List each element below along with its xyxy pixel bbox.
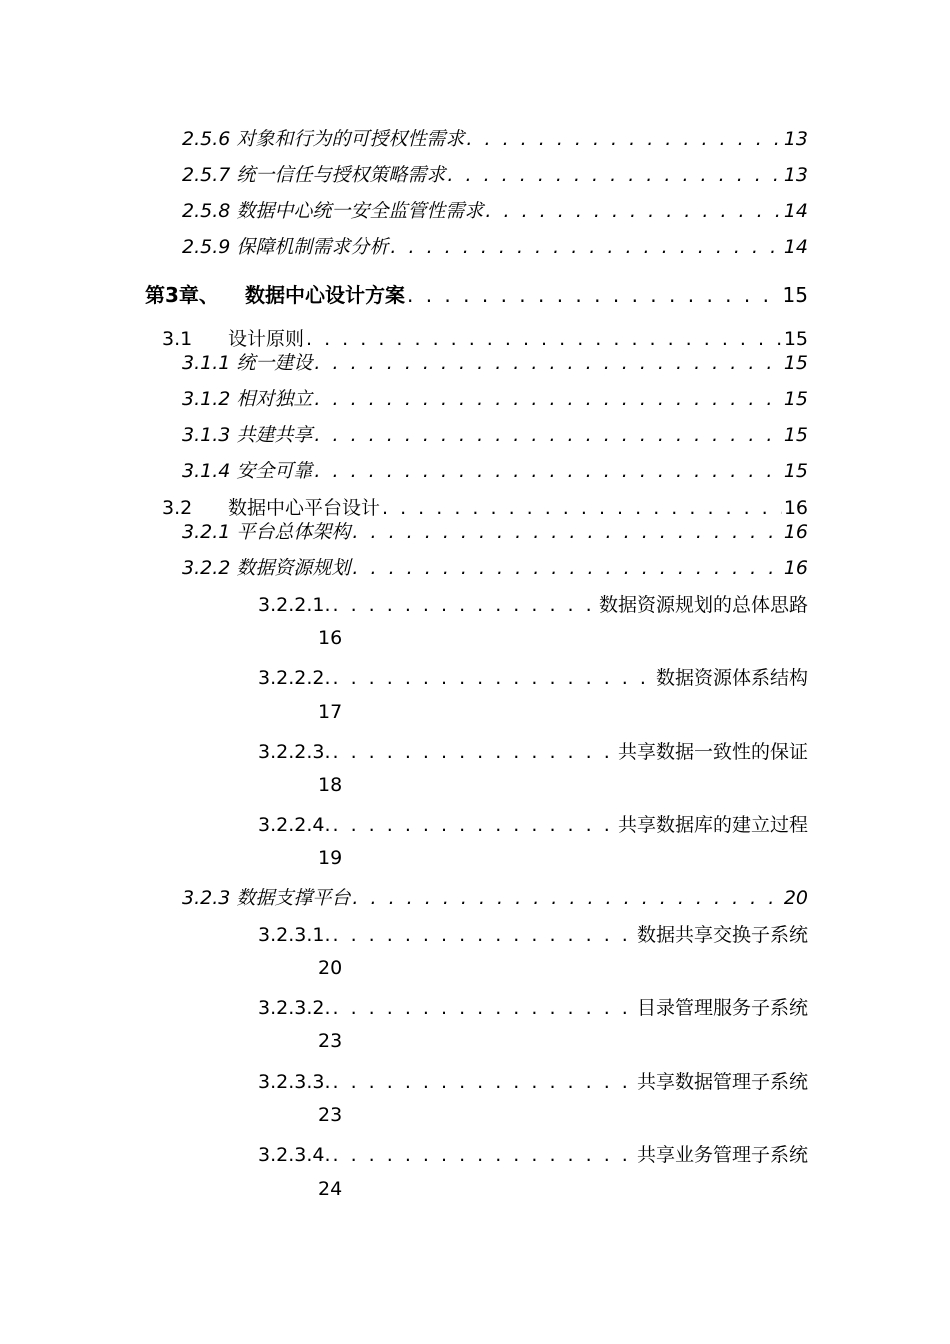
toc-entry[interactable] xyxy=(182,232,808,259)
toc-page: 16 xyxy=(783,521,808,543)
toc-title: 平台总体架构 xyxy=(236,521,351,543)
toc-number: 3.2.3.2. xyxy=(258,997,331,1019)
toc-title: 共建共享 xyxy=(236,424,313,446)
toc-number: 3.2 xyxy=(162,497,193,519)
toc-leader xyxy=(314,460,781,482)
toc-leader xyxy=(485,200,781,222)
toc-page: 17 xyxy=(318,701,343,723)
toc-number: 3.2.3.1. xyxy=(258,924,331,946)
toc-leader xyxy=(333,1144,635,1166)
toc-section-entry[interactable] xyxy=(162,324,808,351)
toc-number: 2.5.9 xyxy=(182,236,231,258)
toc-title: 设计原则 xyxy=(228,328,305,350)
toc-leader xyxy=(333,741,616,763)
toc-page: 24 xyxy=(318,1178,343,1200)
toc-leader xyxy=(306,328,782,350)
toc-number: 3.2.2 xyxy=(182,557,231,579)
toc-title: 数据资源体系结构 xyxy=(655,667,808,689)
toc-entry[interactable] xyxy=(182,883,808,910)
toc-page: 15 xyxy=(783,328,808,350)
toc-subsubsection-entry[interactable] xyxy=(258,1067,808,1094)
toc-subsubsection-entry[interactable] xyxy=(258,1140,808,1167)
toc-number: 3.2.3.4. xyxy=(258,1144,331,1166)
toc-entry[interactable] xyxy=(182,160,808,187)
toc-number: 3.1.1 xyxy=(182,352,231,374)
toc-entry[interactable] xyxy=(182,384,808,411)
toc-page: 15 xyxy=(783,424,808,446)
toc-page: 16 xyxy=(783,497,808,519)
toc-title: 数据中心统一安全监管性需求 xyxy=(236,200,484,222)
toc-number: 3.1 xyxy=(162,328,193,350)
toc-title: 共享数据管理子系统 xyxy=(636,1071,808,1093)
toc-leader xyxy=(333,814,616,836)
toc-page: 15 xyxy=(782,283,808,307)
toc-number: 2.5.8 xyxy=(182,200,231,222)
toc-title: 目录管理服务子系统 xyxy=(636,997,808,1019)
toc-title: 相对独立 xyxy=(236,388,313,410)
toc-leader xyxy=(390,236,781,258)
toc-page: 15 xyxy=(783,352,808,374)
toc-section-entry[interactable] xyxy=(162,493,808,520)
toc-number: 3.1.4 xyxy=(182,460,231,482)
toc-subsubsection-entry[interactable] xyxy=(258,663,808,690)
toc-number: 第3章、 xyxy=(145,283,219,307)
toc-title: 安全可靠 xyxy=(236,460,313,482)
toc-title: 数据资源规划 xyxy=(236,557,351,579)
toc-number: 2.5.7 xyxy=(182,164,231,186)
toc-leader xyxy=(333,667,654,689)
toc-number: 3.2.2.1. xyxy=(258,594,331,616)
toc-leader xyxy=(382,497,782,519)
toc-page: 20 xyxy=(783,887,808,909)
toc-title: 数据中心平台设计 xyxy=(228,497,381,519)
toc-subsubsection-entry[interactable] xyxy=(258,737,808,764)
toc-page: 18 xyxy=(318,774,343,796)
toc-title: 数据资源规划的总体思路 xyxy=(598,594,808,616)
toc-number: 3.2.1 xyxy=(182,521,231,543)
toc-entry[interactable] xyxy=(182,456,808,483)
toc-leader xyxy=(333,997,635,1019)
toc-number: 3.2.2.3. xyxy=(258,741,331,763)
toc-number: 3.2.2.4. xyxy=(258,814,331,836)
toc-leader xyxy=(314,388,781,410)
toc-number: 3.1.2 xyxy=(182,388,231,410)
toc-page: 15 xyxy=(783,388,808,410)
toc-entry[interactable] xyxy=(182,420,808,447)
toc-number: 3.2.3.3. xyxy=(258,1071,331,1093)
toc-leader xyxy=(314,424,781,446)
toc-page: 20 xyxy=(318,957,343,979)
toc-title: 共享数据库的建立过程 xyxy=(617,814,808,836)
toc-page: 16 xyxy=(783,557,808,579)
toc-leader xyxy=(352,557,781,579)
toc-number: 3.2.2.2. xyxy=(258,667,331,689)
toc-title: 统一建设 xyxy=(236,352,313,374)
toc-page: 23 xyxy=(318,1030,343,1052)
toc-title: 保障机制需求分析 xyxy=(236,236,389,258)
toc-title: 对象和行为的可授权性需求 xyxy=(236,128,465,150)
toc-entry[interactable] xyxy=(182,196,808,223)
toc-number: 3.2.3 xyxy=(182,887,231,909)
toc-chapter-entry[interactable] xyxy=(145,279,808,308)
toc-number: 3.1.3 xyxy=(182,424,231,446)
toc-leader xyxy=(314,352,781,374)
toc-title: 统一信任与授权策略需求 xyxy=(236,164,446,186)
toc-leader xyxy=(407,283,781,307)
toc-title: 数据支撑平台 xyxy=(236,887,351,909)
toc-subsubsection-entry[interactable] xyxy=(258,590,808,617)
toc-page: 16 xyxy=(318,627,343,649)
toc-entry[interactable] xyxy=(182,553,808,580)
toc-entry[interactable] xyxy=(182,348,808,375)
toc-entry[interactable] xyxy=(182,517,808,544)
toc-leader xyxy=(333,1071,635,1093)
toc-leader xyxy=(352,521,781,543)
toc-title: 数据共享交换子系统 xyxy=(636,924,808,946)
toc-page: 14 xyxy=(783,200,808,222)
toc-leader xyxy=(333,924,635,946)
toc-subsubsection-entry[interactable] xyxy=(258,920,808,947)
toc-page: 13 xyxy=(783,164,808,186)
toc-page: 14 xyxy=(783,236,808,258)
toc-subsubsection-entry[interactable] xyxy=(258,993,808,1020)
toc-number: 2.5.6 xyxy=(182,128,231,150)
toc-title: 共享业务管理子系统 xyxy=(636,1144,808,1166)
toc-title: 数据中心设计方案 xyxy=(245,283,405,307)
toc-page: 23 xyxy=(318,1104,343,1126)
toc-page: 13 xyxy=(783,128,808,150)
toc-page: 19 xyxy=(318,847,343,869)
toc-leader xyxy=(333,594,597,616)
toc-entry[interactable] xyxy=(182,124,808,151)
toc-leader xyxy=(352,887,781,909)
toc-title: 共享数据一致性的保证 xyxy=(617,741,808,763)
toc-leader xyxy=(466,128,781,150)
toc-leader xyxy=(447,164,781,186)
toc-subsubsection-entry[interactable] xyxy=(258,810,808,837)
toc-page: 15 xyxy=(783,460,808,482)
